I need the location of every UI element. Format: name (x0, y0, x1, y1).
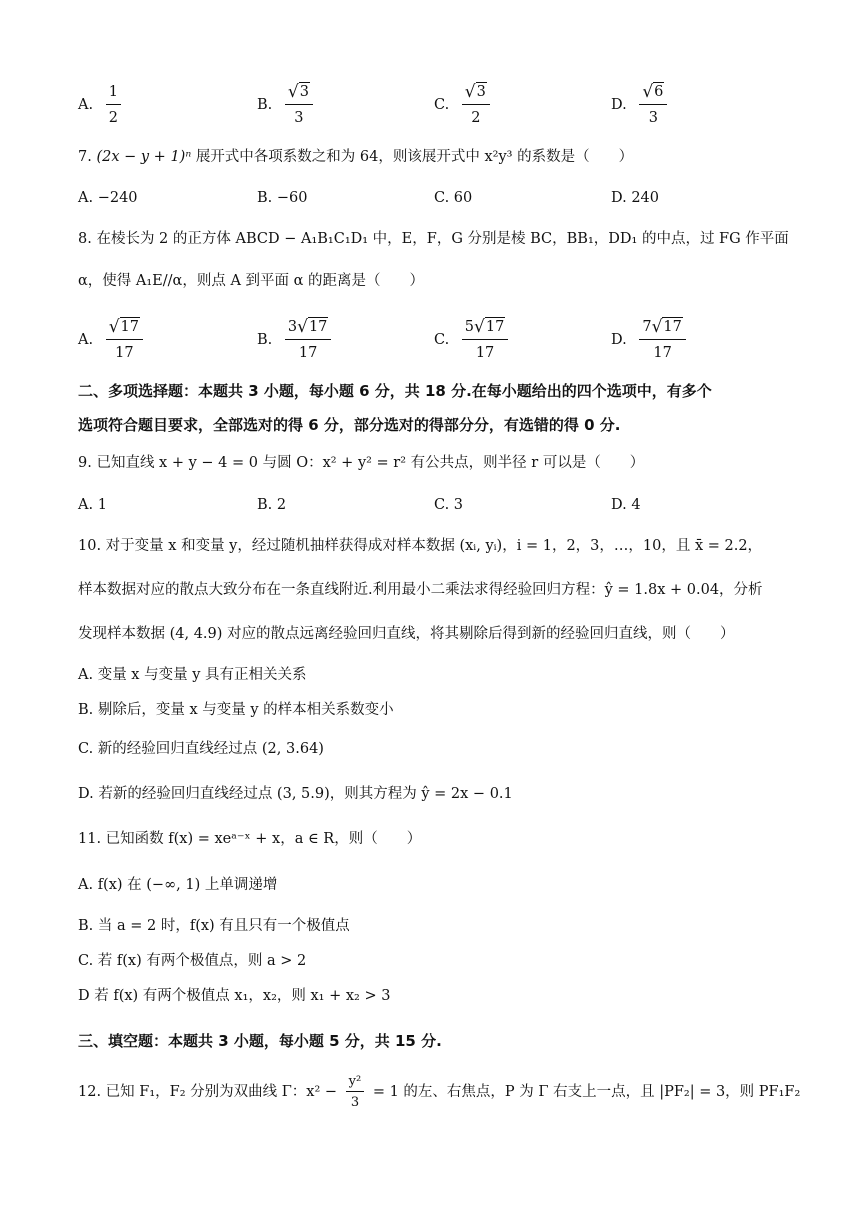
q9-option-d: D. 4 (611, 497, 641, 513)
q10-option-b: B. 剔除后，变量 x 与变量 y 的样本相关系数变小 (78, 702, 394, 718)
q7-option-d: D. 240 (611, 190, 660, 206)
q11-option-d: D 若 f(x) 有两个极值点 x₁，x₂，则 x₁ + x₂ > 3 (78, 988, 391, 1004)
q7-option-b: B. −60 (257, 190, 308, 206)
q8-option-d: D. 7 √ 17 17 (611, 317, 686, 363)
q11-option-a: A. f(x) 在 (−∞, 1) 上单调递增 (78, 877, 278, 893)
q6-option-d: D. √ 6 3 (611, 82, 667, 128)
q6-option-d-fraction: √ 6 3 (639, 82, 667, 128)
q10-option-a: A. 变量 x 与变量 y 具有正相关关系 (78, 667, 307, 683)
q10-stem-line3: 发现样本数据 (4, 4.9) 对应的散点远离经验回归直线，将其剔除后得到新的经验回归直线，则（ ） (78, 626, 735, 642)
q8-option-b: B. 3 √ 17 17 (257, 317, 331, 363)
q9-option-a: A. 1 (78, 497, 107, 513)
q10-option-c: C. 新的经验回归直线经过点 (2, 3.64) (78, 741, 324, 757)
q8-option-a: A. √ 17 17 (78, 317, 143, 363)
q8-stem-line1: 8. 在棱长为 2 的正方体 ABCD − A₁B₁C₁D₁ 中，E，F，G 分别是棱 BC，BB₁，DD₁ 的中点，过 FG 作平面 (78, 231, 789, 247)
q6-option-b-fraction: √ 3 3 (285, 82, 313, 128)
q6-option-b: B. √ 3 3 (257, 82, 313, 128)
q7-stem: 7. (2x − y + 1)ⁿ 展开式中各项系数之和为 64，则该展开式中 x²y³ 的系数是（ ） (78, 149, 634, 165)
q9-stem: 9. 已知直线 x + y − 4 = 0 与圆 O：x² + y² = r² 有公共点，则半径 r 可以是（ ） (78, 455, 645, 471)
q12-fraction: $\frac{\text{y²}}{3}$ (346, 1074, 365, 1110)
q12-stem: 12. 已知 F₁，F₂ 分别为双曲线 Γ：x² − $\frac{\text{y²}}{3}$ = 1 的左、右焦点，P 为 Γ 右支上一点，且 |PF₂| = 3，则 PF₁F₂ (78, 1074, 801, 1110)
section2-heading-line1: 二、多项选择题：本题共 3 小题，每小题 6 分，共 18 分.在每小题给出的四个选项中，有多个 (78, 382, 712, 400)
q9-option-b: B. 2 (257, 497, 287, 513)
q6-option-c-fraction: √ 3 2 (462, 82, 490, 128)
q7-option-a: A. −240 (78, 190, 138, 206)
q6-option-a: A. $\frac{1}{2}$ (78, 82, 121, 128)
q10-option-d: D. 若新的经验回归直线经过点 (3, 5.9)，则其方程为 ŷ = 2x − 0.1 (78, 786, 513, 802)
q6-option-a-fraction: $\frac{1}{2}$ (106, 82, 121, 128)
section2-heading-line2: 选项符合题目要求，全部选对的得 6 分，部分选对的得部分分，有选错的得 0 分. (78, 416, 621, 434)
q8-option-c: C. 5 √ 17 17 (434, 317, 508, 363)
q11-option-b: B. 当 a = 2 时，f(x) 有且只有一个极值点 (78, 918, 350, 934)
q6-option-c: C. √ 3 2 (434, 82, 490, 128)
section3-heading: 三、填空题：本题共 3 小题，每小题 5 分，共 15 分. (78, 1032, 442, 1050)
q11-option-c: C. 若 f(x) 有两个极值点，则 a > 2 (78, 953, 307, 969)
q11-stem: 11. 已知函数 f(x) = xeᵃ⁻ˣ + x，a ∈ R，则（ ） (78, 831, 422, 847)
q10-stem-line1: 10. 对于变量 x 和变量 y，经过随机抽样获得成对样本数据 (xᵢ, yᵢ)，i = 1，2，3，…，10，且 x̄ = 2.2， (78, 538, 763, 554)
q9-option-c: C. 3 (434, 497, 464, 513)
q8-stem-line2: α，使得 A₁E//α，则点 A 到平面 α 的距离是（ ） (78, 273, 425, 289)
q10-stem-line2: 样本数据对应的散点大致分布在一条直线附近.利用最小二乘法求得经验回归方程：ŷ = 1.8x + 0.04，分析 (78, 582, 763, 598)
q7-option-c: C. 60 (434, 190, 473, 206)
